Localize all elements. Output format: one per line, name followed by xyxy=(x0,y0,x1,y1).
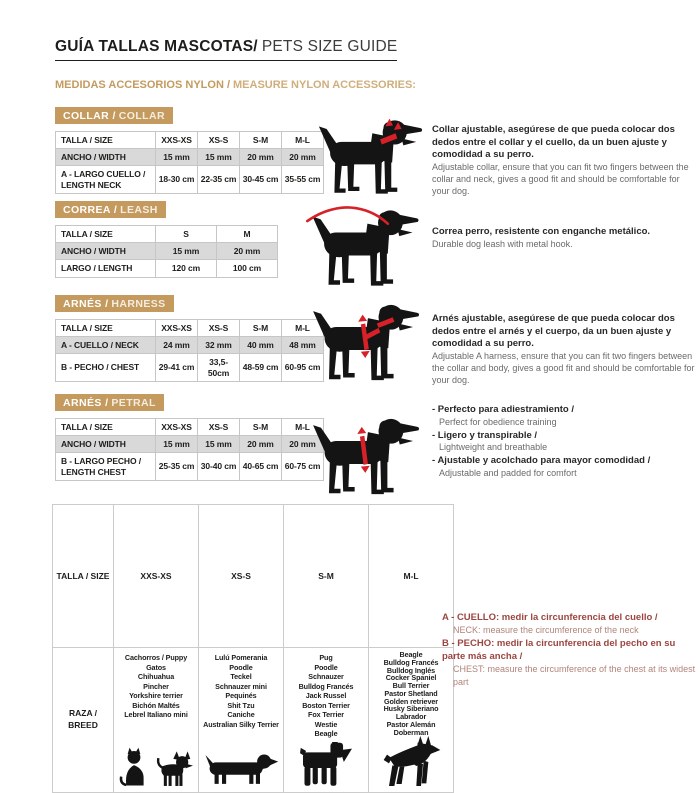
header-cell: XS-S xyxy=(198,132,240,149)
row-label: LARGO / LENGTH xyxy=(56,260,156,277)
harness-badge-es: ARNÉS / xyxy=(63,298,109,310)
doberman-silhouette-icon xyxy=(378,736,444,788)
value-cell: 60-95 cm xyxy=(282,354,324,381)
row-label: ANCHO / WIDTH xyxy=(56,243,156,260)
header-cell: XS-S xyxy=(198,320,240,337)
measurement-notes xyxy=(442,611,698,689)
petral-badge-es: ARNÉS / xyxy=(63,397,109,409)
harness-desc-es: Arnés ajustable, asegúrese de que pueda colocar dos dedos entre el arnés y el cuerpo, da un buen ajuste y comodidad a su perro. xyxy=(432,313,675,350)
row-label: B - PECHO / CHEST xyxy=(56,354,156,381)
collar-badge-en: COLLAR xyxy=(118,110,165,122)
petral-bullet-en: Lightweight and breathable xyxy=(439,442,548,453)
value-cell: 20 mm xyxy=(282,436,324,453)
page-subtitle-es: MEDIDAS ACCESORIOS NYLON / xyxy=(55,79,230,91)
breed-list: Lulú Pomerania Poodle Teckel Schnauzer mini Pequinés Shit Tzu Caniche Australian Silky Terrier xyxy=(203,653,279,729)
value-cell: 48 mm xyxy=(282,337,324,354)
header-cell: S-M xyxy=(240,132,282,149)
row-label: ANCHO / WIDTH xyxy=(56,436,156,453)
breed-list: Cachorros / Puppy Gatos Chihuahua Pincher Yorkshire terrier Bichón Maltés Lebrel Italiano mini xyxy=(124,653,188,719)
value-cell: 60-75 cm xyxy=(282,453,324,480)
leash-desc-en: Durable dog leash with metal hook. xyxy=(432,238,573,249)
header-cell: TALLA / SIZE xyxy=(56,226,156,243)
header-cell: M-L xyxy=(282,132,324,149)
value-cell: 33,5-50cm xyxy=(198,354,240,381)
leash-size-table xyxy=(55,225,278,278)
header-cell: M-L xyxy=(282,419,324,436)
note-cuello-es: A - CUELLO: medir la circunferencia del cuello / xyxy=(442,612,658,623)
harness-desc-en: Adjustable A harness, ensure that you can fit two fingers between the collar and body, gives a good fit and should be comfortable for your dog. xyxy=(432,350,695,385)
chihuahua-silhouette-icon xyxy=(154,750,194,788)
petral-bullet-es: - Ligero y transpirable / xyxy=(432,429,538,441)
value-cell: 20 mm xyxy=(240,436,282,453)
value-cell: 25-35 cm xyxy=(156,453,198,480)
header-cell: S xyxy=(156,226,217,243)
leash-desc-es: Correa perro, resistente con enganche metálico. xyxy=(432,226,651,237)
value-cell: 15 mm xyxy=(156,243,217,260)
leash-description xyxy=(432,226,698,251)
dog-leash-illustration xyxy=(304,206,422,290)
row-label: B - LARGO PECHO / LENGTH CHEST xyxy=(56,453,156,480)
collar-size-table xyxy=(55,131,324,194)
petral-bullet-en: Adjustable and padded for comfort xyxy=(439,467,577,478)
petral-size-table xyxy=(55,418,324,481)
petral-feature-list xyxy=(432,404,698,481)
harness-size-table xyxy=(55,319,324,382)
value-cell: 40-65 cm xyxy=(240,453,282,480)
leash-badge xyxy=(55,201,166,218)
header-cell: TALLA / SIZE xyxy=(56,419,156,436)
collar-desc-en: Adjustable collar, ensure that you can fit two fingers between the collar and neck, gives a good fit and should be comfortable for your dog. xyxy=(432,161,689,196)
harness-badge-en: HARNESS xyxy=(111,298,166,310)
value-cell: 30-40 cm xyxy=(198,453,240,480)
harness-description xyxy=(432,313,698,387)
collar-badge xyxy=(55,107,173,124)
schnauzer-silhouette-icon xyxy=(298,742,354,788)
value-cell: 15 mm xyxy=(198,436,240,453)
section-petral xyxy=(55,393,324,481)
value-cell: 15 mm xyxy=(156,149,198,166)
value-cell: 35-55 cm xyxy=(282,166,324,193)
note-cuello-en: NECK: measure the circumference of the neck xyxy=(453,625,639,636)
value-cell: 48-59 cm xyxy=(240,354,282,381)
value-cell: 15 mm xyxy=(198,149,240,166)
breed-row-label: RAZA / BREED xyxy=(68,708,98,730)
header-cell: TALLA / SIZE xyxy=(56,132,156,149)
value-cell: 100 cm xyxy=(217,260,278,277)
header-cell: XXS-XS xyxy=(114,505,199,648)
header-cell: M xyxy=(217,226,278,243)
header-cell: XXS-XS xyxy=(156,132,198,149)
petral-bullet-es: - Ajustable y acolchado para mayor comodidad / xyxy=(432,455,651,467)
value-cell: 120 cm xyxy=(156,260,217,277)
page-subtitle xyxy=(55,79,416,91)
harness-badge xyxy=(55,295,174,312)
breed-cell-m-l xyxy=(369,648,454,793)
value-cell: 40 mm xyxy=(240,337,282,354)
dog-collar-illustration xyxy=(312,116,424,198)
note-pecho-es: B - PECHO: medir la circunferencia del pecho en su parte más ancha / xyxy=(442,637,676,663)
value-cell: 24 mm xyxy=(156,337,198,354)
collar-badge-es: COLLAR / xyxy=(63,110,116,122)
leash-badge-es: CORREA / xyxy=(63,204,118,216)
value-cell: 18-30 cm xyxy=(156,166,198,193)
page-title xyxy=(55,38,397,61)
header-cell: S-M xyxy=(240,419,282,436)
petral-badge-en: PETRAL xyxy=(111,397,156,409)
header-cell: M-L xyxy=(282,320,324,337)
page-subtitle-en: MEASURE NYLON ACCESSORIES: xyxy=(233,79,416,91)
breed-cell-s-m xyxy=(284,648,369,793)
petral-bullet-es: - Perfecto para adiestramiento / xyxy=(432,404,575,415)
value-cell: 15 mm xyxy=(156,436,198,453)
petral-bullet-en: Perfect for obedience training xyxy=(439,416,557,427)
breed-row-label-cell xyxy=(53,648,114,793)
breed-list: Beagle Bulldog Francés Bulldog Inglés Cocker Spaniel Bull Terrier Pastor Shetland Golden retriever Husky Siberiano Labrador Pastor Alemán Doberman xyxy=(383,650,439,737)
header-cell: S-M xyxy=(284,505,369,648)
header-cell: S-M xyxy=(240,320,282,337)
page-title-es: GUÍA TALLAS MASCOTAS/ xyxy=(55,38,258,55)
note-pecho-en: CHEST: measure the circumference of the chest at its widest part xyxy=(453,664,696,688)
row-label: A - CUELLO / NECK xyxy=(56,337,156,354)
header-cell: XXS-XS xyxy=(156,419,198,436)
row-label: ANCHO / WIDTH xyxy=(56,149,156,166)
header-cell: XS-S xyxy=(198,419,240,436)
header-cell: M-L xyxy=(369,505,454,648)
value-cell: 30-45 cm xyxy=(240,166,282,193)
value-cell: 20 mm xyxy=(217,243,278,260)
section-leash xyxy=(55,200,278,278)
dog-harness-illustration xyxy=(306,300,421,385)
breed-cell-xxs-xs xyxy=(114,648,199,793)
header-cell: TALLA / SIZE xyxy=(53,505,114,648)
section-harness xyxy=(55,294,324,382)
header-cell: XXS-XS xyxy=(156,320,198,337)
row-label: A - LARGO CUELLO / LENGTH NECK xyxy=(56,166,156,193)
header-cell: XS-S xyxy=(199,505,284,648)
breed-list: Pug Poodle Schnauzer Bulldog Francés Jack Russel Boston Terrier Fox Terrier Westie Beagle xyxy=(298,653,354,738)
value-cell: 29-41 cm xyxy=(156,354,198,381)
breed-size-table xyxy=(52,504,454,793)
value-cell: 20 mm xyxy=(240,149,282,166)
section-collar xyxy=(55,106,324,194)
petral-badge xyxy=(55,394,164,411)
page-title-en: PETS SIZE GUIDE xyxy=(261,38,398,55)
header-cell: TALLA / SIZE xyxy=(56,320,156,337)
value-cell: 22-35 cm xyxy=(198,166,240,193)
cat-silhouette-icon xyxy=(118,746,150,788)
breed-cell-xs-s xyxy=(199,648,284,793)
collar-description xyxy=(432,124,698,198)
leash-badge-en: LEASH xyxy=(120,204,158,216)
value-cell: 20 mm xyxy=(282,149,324,166)
value-cell: 32 mm xyxy=(198,337,240,354)
dog-petral-illustration xyxy=(306,414,421,499)
collar-desc-es: Collar ajustable, asegúrese de que pueda colocar dos dedos entre el collar y el cuello, da un buen ajuste y comodidad a su perro. xyxy=(432,124,675,161)
dachshund-silhouette-icon xyxy=(203,750,279,788)
